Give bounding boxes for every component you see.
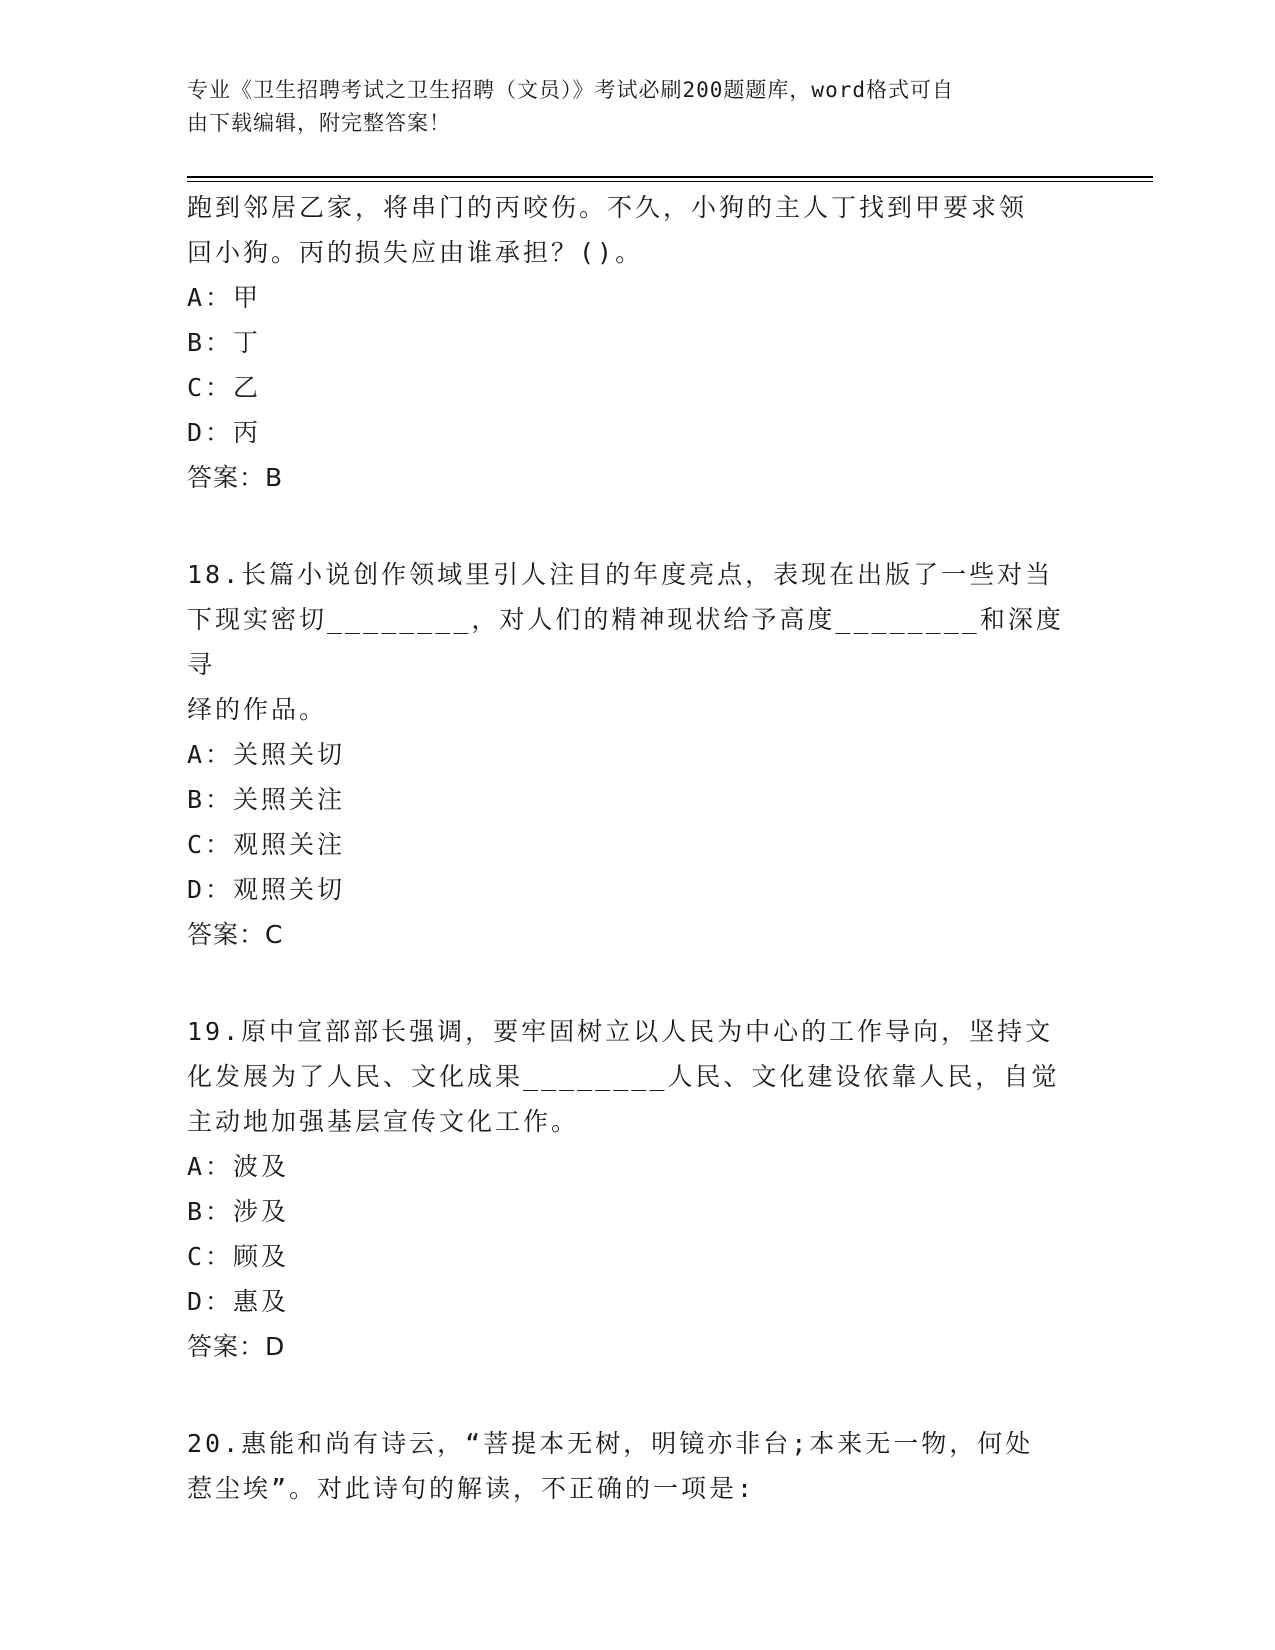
answer-line: 答案：D [187, 1332, 286, 1361]
header-divider-thin [187, 181, 1153, 182]
answer-line: 答案：C [187, 920, 284, 949]
header-line-2: 由下载编辑，附完整答案！ [187, 111, 451, 135]
question-text-line: 化发展为了人民、文化成果________人民、文化建设依靠人民，自觉 [187, 1062, 1060, 1091]
option-d: D：惠及 [187, 1287, 290, 1316]
question-text-line: 绎的作品。 [187, 695, 328, 724]
question-20 [187, 1421, 1087, 1511]
question-text-line: 18.长篇小说创作领域里引人注目的年度亮点，表现在出版了一些对当 [187, 560, 1054, 589]
question-text-line: 惹尘埃”。对此诗句的解读，不正确的一项是: [187, 1474, 756, 1503]
question-text-line: 跑到邻居乙家，将串门的丙咬伤。不久，小狗的主人丁找到甲要求领 [187, 193, 1028, 222]
option-a: A：甲 [187, 283, 262, 312]
option-a: A：波及 [187, 1152, 290, 1181]
question-18 [187, 552, 1087, 957]
question-text-line: 19.原中宣部部长强调，要牢固树立以人民为中心的工作导向，坚持文 [187, 1017, 1054, 1046]
question-text-line: 回小狗。丙的损失应由谁承担？()。 [187, 238, 644, 267]
question-text-line: 主动地加强基层宣传文化工作。 [187, 1107, 580, 1136]
option-d: D：丙 [187, 418, 262, 447]
question-17-continued [187, 185, 1087, 500]
option-b: B：涉及 [187, 1197, 290, 1226]
header-divider-thick [187, 176, 1153, 178]
option-c: C：观照关注 [187, 830, 346, 859]
option-c: C：乙 [187, 373, 262, 402]
option-a: A：关照关切 [187, 740, 346, 769]
question-list [187, 185, 1087, 1511]
question-19 [187, 1009, 1087, 1369]
document-header [187, 74, 1067, 140]
option-b: B：丁 [187, 328, 262, 357]
answer-line: 答案：B [187, 463, 284, 492]
question-text-line: 20.惠能和尚有诗云，“菩提本无树，明镜亦非台;本来无一物，何处 [187, 1429, 1034, 1458]
option-d: D：观照关切 [187, 875, 346, 904]
header-line-1: 专业《卫生招聘考试之卫生招聘（文员）》考试必刷200题题库，word格式可自 [187, 78, 954, 102]
option-c: C：顾及 [187, 1242, 290, 1271]
question-text-line: 下现实密切________，对人们的精神现状给予高度________和深度寻 [187, 605, 1064, 679]
option-b: B：关照关注 [187, 785, 346, 814]
